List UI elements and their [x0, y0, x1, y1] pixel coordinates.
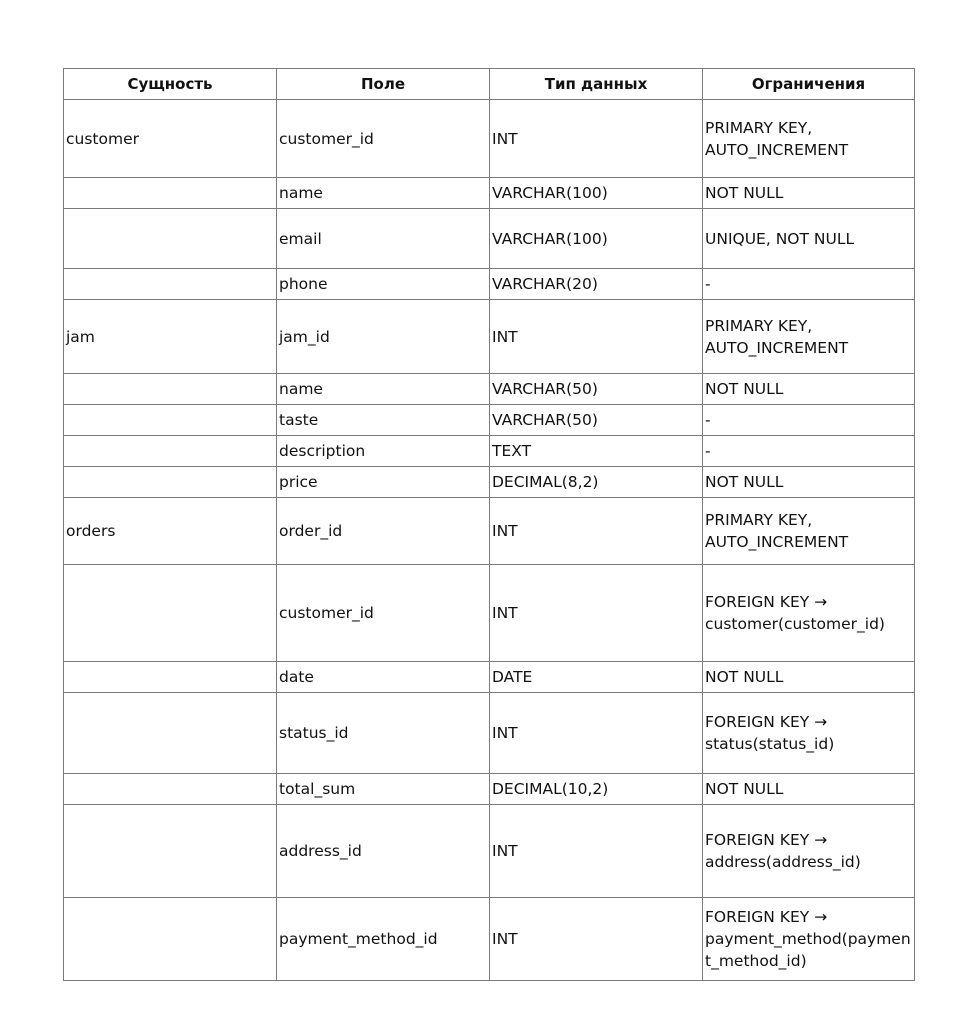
- header-entity: Сущность: [64, 69, 277, 100]
- table-row: [64, 774, 915, 805]
- cell-entity: [64, 662, 277, 693]
- header-constraints: Ограничения: [703, 69, 915, 100]
- schema-table: [63, 68, 915, 981]
- cell-field: description: [277, 436, 490, 467]
- cell-data-type: DECIMAL(8,2): [490, 467, 703, 498]
- cell-data-type: VARCHAR(100): [490, 209, 703, 269]
- table-row: [64, 269, 915, 300]
- table-row: [64, 565, 915, 662]
- cell-field: email: [277, 209, 490, 269]
- table-row: [64, 436, 915, 467]
- header-row: [64, 69, 915, 100]
- cell-entity: [64, 269, 277, 300]
- table-row: [64, 498, 915, 565]
- cell-data-type: INT: [490, 805, 703, 898]
- cell-field: customer_id: [277, 100, 490, 178]
- cell-entity: customer: [64, 100, 277, 178]
- cell-constraint: PRIMARY KEY, AUTO_INCREMENT: [703, 498, 915, 565]
- cell-entity: [64, 374, 277, 405]
- cell-entity: [64, 805, 277, 898]
- cell-field: price: [277, 467, 490, 498]
- cell-data-type: INT: [490, 565, 703, 662]
- table-row: [64, 100, 915, 178]
- cell-data-type: INT: [490, 498, 703, 565]
- cell-constraint: PRIMARY KEY, AUTO_INCREMENT: [703, 300, 915, 374]
- table-row: [64, 178, 915, 209]
- header-data-type: Тип данных: [490, 69, 703, 100]
- cell-constraint: NOT NULL: [703, 374, 915, 405]
- cell-constraint: PRIMARY KEY, AUTO_INCREMENT: [703, 100, 915, 178]
- cell-constraint: -: [703, 269, 915, 300]
- table-row: [64, 405, 915, 436]
- cell-entity: [64, 436, 277, 467]
- table-row: [64, 693, 915, 774]
- cell-field: jam_id: [277, 300, 490, 374]
- cell-entity: [64, 178, 277, 209]
- cell-data-type: INT: [490, 898, 703, 981]
- cell-data-type: INT: [490, 300, 703, 374]
- cell-field: status_id: [277, 693, 490, 774]
- cell-field: total_sum: [277, 774, 490, 805]
- cell-entity: [64, 774, 277, 805]
- cell-constraint: NOT NULL: [703, 178, 915, 209]
- table-row: [64, 662, 915, 693]
- cell-data-type: DECIMAL(10,2): [490, 774, 703, 805]
- cell-data-type: DATE: [490, 662, 703, 693]
- cell-entity: [64, 693, 277, 774]
- cell-entity: [64, 467, 277, 498]
- cell-entity: [64, 898, 277, 981]
- cell-constraint: FOREIGN KEY → customer(customer_id): [703, 565, 915, 662]
- cell-entity: orders: [64, 498, 277, 565]
- cell-entity: [64, 209, 277, 269]
- table-row: [64, 300, 915, 374]
- table-row: [64, 374, 915, 405]
- cell-constraint: UNIQUE, NOT NULL: [703, 209, 915, 269]
- cell-data-type: VARCHAR(20): [490, 269, 703, 300]
- cell-field: taste: [277, 405, 490, 436]
- cell-entity: [64, 405, 277, 436]
- cell-constraint: FOREIGN KEY → address(address_id): [703, 805, 915, 898]
- cell-field: date: [277, 662, 490, 693]
- cell-constraint: FOREIGN KEY → payment_method(payment_method_id): [703, 898, 915, 981]
- cell-constraint: -: [703, 436, 915, 467]
- table-body: [64, 100, 915, 981]
- cell-constraint: NOT NULL: [703, 467, 915, 498]
- table-row: [64, 209, 915, 269]
- cell-field: name: [277, 178, 490, 209]
- cell-constraint: -: [703, 405, 915, 436]
- cell-field: payment_method_id: [277, 898, 490, 981]
- cell-data-type: VARCHAR(50): [490, 405, 703, 436]
- cell-data-type: INT: [490, 100, 703, 178]
- cell-constraint: FOREIGN KEY → status(status_id): [703, 693, 915, 774]
- header-field: Поле: [277, 69, 490, 100]
- cell-field: address_id: [277, 805, 490, 898]
- cell-data-type: VARCHAR(100): [490, 178, 703, 209]
- cell-field: name: [277, 374, 490, 405]
- table-row: [64, 467, 915, 498]
- table-row: [64, 898, 915, 981]
- cell-data-type: INT: [490, 693, 703, 774]
- cell-entity: [64, 565, 277, 662]
- cell-field: order_id: [277, 498, 490, 565]
- cell-data-type: TEXT: [490, 436, 703, 467]
- cell-data-type: VARCHAR(50): [490, 374, 703, 405]
- cell-entity: jam: [64, 300, 277, 374]
- cell-field: customer_id: [277, 565, 490, 662]
- cell-constraint: NOT NULL: [703, 662, 915, 693]
- cell-field: phone: [277, 269, 490, 300]
- cell-constraint: NOT NULL: [703, 774, 915, 805]
- table-row: [64, 805, 915, 898]
